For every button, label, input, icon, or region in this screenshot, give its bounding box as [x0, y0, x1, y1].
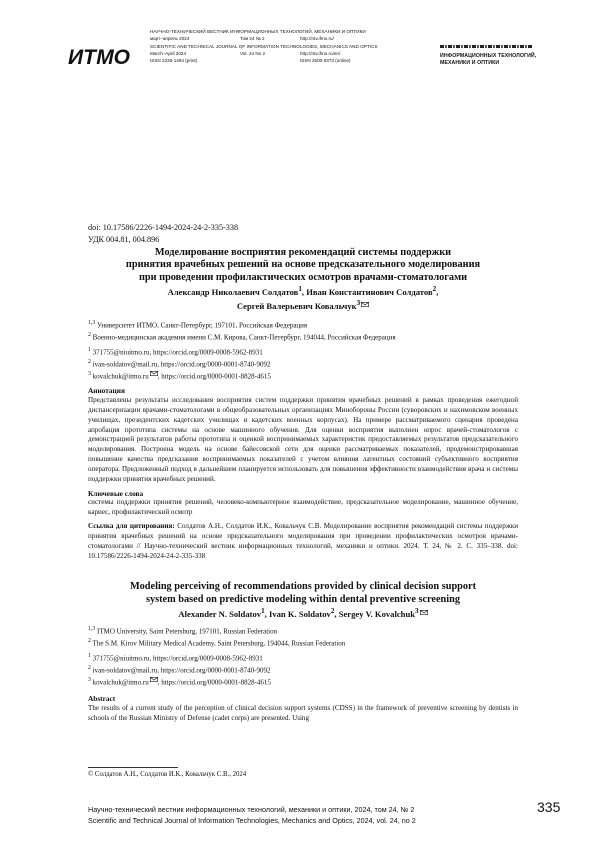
abstract-heading-en: Abstract	[88, 694, 116, 704]
article-doi[interactable]: doi: 10.17586/2226-1494-2024-24-2-335-338	[88, 223, 239, 232]
envelope-icon	[150, 371, 158, 376]
contact-sup: 2	[88, 358, 91, 365]
contact-orcid[interactable]: , https://orcid.org/0000-0001-8828-4615	[157, 678, 271, 687]
contact-sup: 2	[88, 664, 91, 671]
article-udk: УДК 004.81, 004.896	[88, 234, 160, 244]
keywords-heading-ru: Ключевые слова	[88, 488, 144, 498]
affiliation	[88, 625, 518, 637]
affiliation	[88, 331, 518, 343]
contact-sup: 1	[88, 652, 91, 659]
issue-date-en: March–April 2024	[150, 50, 187, 56]
title-ru-line: Моделирование восприятия рекомендаций системы поддержки	[154, 247, 452, 258]
author-contact[interactable]	[88, 370, 518, 382]
page-footer	[88, 804, 548, 826]
affil-text: Университет ИТМО, Санкт-Петербург, 197101, Российская Федерация	[95, 321, 308, 330]
author-name: Alexander N. Soldatov	[178, 609, 262, 620]
issue-date-ru: март–апрель 2024	[150, 36, 190, 42]
author-sup: 2	[432, 284, 437, 293]
author-contact[interactable]	[88, 358, 518, 370]
author-contact[interactable]	[88, 652, 518, 664]
affil-sup: 2	[88, 637, 91, 644]
contact-sup: 1	[88, 346, 91, 353]
contact-text[interactable]: 371755@niuitmo.ru, https://orcid.org/0009-0008-5962-8931	[90, 348, 263, 357]
citation-label: Ссылка для цитирования:	[88, 522, 175, 531]
contact-text[interactable]: ivan-soldatov@mail.ru, https://orcid.org/0000-0001-8740-9092	[90, 360, 271, 369]
title-ru-line: принятия врачебных решений на основе предсказательного моделирования	[125, 259, 481, 271]
author-name: , Ivan K. Soldatov	[264, 609, 331, 620]
affil-text: ITMO University, Saint Petersburg, 197101, Russian Federation	[95, 627, 278, 636]
journal-logo-line2: МЕХАНИКИ И ОПТИКИ	[440, 60, 500, 66]
author-contact[interactable]	[88, 676, 518, 688]
journal-name-ru: НАУЧНО-ТЕХНИЧЕСКИЙ ВЕСТНИК ИНФОРМАЦИОННЫХ ТЕХНОЛОГИЙ, МЕХАНИКИ И ОПТИКИ	[150, 29, 366, 34]
author-sup: 1	[298, 284, 302, 293]
footer-journal-en: Scientific and Technical Journal of Information Technologies, Mechanics and Optics, 2024, vol. 24, no 2	[88, 816, 416, 825]
issn-online: ISSN 2500-0373 (online)	[300, 58, 351, 63]
itmo-logo	[68, 44, 142, 70]
authors-ru-line2	[88, 298, 518, 313]
citation-text: Солдатов А.Н., Солдатов И.К., Ковальчук С.В. Моделирование восприятия рекомендаций системы поддержки принятия врачебных решений на основе предсказательного моделирования при проведении профилактических осмотров врачами-стоматологами // Научно-технический вестник информационных технологий, механики и оптики. 2024. Т. 24, № 2. С. 335–338. doi: 10.17586/2226-1494-2024-24-2-335-338	[88, 522, 518, 560]
author-separator: ,	[436, 286, 439, 297]
emails-en	[88, 652, 518, 688]
author-name: , Sergey V. Kovalchuk	[334, 609, 416, 620]
affiliations-ru	[88, 319, 518, 343]
keywords-ru: системы поддержки принятия решений, человеко-компьютерное взаимодействие, предсказательное моделирование, машинное обучение, кариес, профилактический осмотр	[88, 498, 518, 517]
journal-name-en: SCIENTIFIC AND TECHNICAL JOURNAL OF INFORMATION TECHNOLOGIES, MECHANICS AND OPTICS	[150, 43, 378, 49]
footer-journal-ru: Научно-технический вестник информационных технологий, механики и оптики, 2024, том 24, № 2	[88, 805, 415, 814]
masthead-info	[150, 28, 440, 64]
affil-text: Военно-медицинская академия имени С.М. Кирова, Санкт-Петербург, 194044, Российская Федерация	[90, 333, 396, 342]
author-sup: 1	[261, 607, 265, 616]
author-sup: 2	[330, 607, 335, 616]
abstract-ru: Представлены результаты исследования восприятия систем поддержки принятия врачебных решений в рамках проведения ежегодной диспансеризации врачами-стоматологами в общеобразовательных организациях Минобороны России (суворовских и нахимовском военных училищах, президентских кадетских училищах и кадетских военных корпусах). На примере рассматриваемого сценария проведена апробация прототипа системы на основе машинного обучения. Для оценки восприятия выполнен опрос врачей-стоматологов с демонстрацией результатов работы прототипа и оценкой воспринимаемых характеристик предоставляемых результатов предсказательного моделирования. Построена модель на основе байесовской сети для оценки рассматриваемых показателей, продемонстрировавшая повышение качества предсказания воспринимаемых показателей с учетом влияния латентных состояний субъективного восприятия оператора. Предложенный подход в дальнейшем планируется использовать для повышения эффективности взаимодействия врача и системы поддержки принятия врачебных решений.	[88, 396, 518, 483]
affil-text: The S.M. Kirov Military Medical Academy, Saint Petersburg, 194044, Russian Federation	[90, 639, 346, 648]
masthead-ru-row	[150, 35, 440, 42]
footnote-rule	[88, 767, 178, 768]
issue-volume-ru: Том 24 № 2	[240, 36, 265, 42]
article-title-en	[88, 581, 518, 606]
affil-sup: 1,3	[88, 625, 96, 632]
affiliation	[88, 319, 518, 331]
journal-url-en[interactable]: http://ntv.ifmo.ru/en/	[300, 50, 341, 56]
citation-ru	[88, 522, 518, 561]
contact-text[interactable]: ivan-soldatov@mail.ru, https://orcid.org/0000-0001-8740-9092	[90, 666, 271, 675]
issn-row	[150, 57, 440, 64]
copyright-note: © Солдатов А.Н., Солдатов И.К., Ковальчук С.В., 2024	[88, 771, 247, 778]
contact-text[interactable]: kovalchuk@itmo.ru	[90, 678, 149, 687]
contact-text[interactable]: 371755@niuitmo.ru, https://orcid.org/0009-0008-5962-8931	[90, 654, 263, 663]
author-sup: 3	[415, 607, 419, 616]
contact-text[interactable]: kovalchuk@itmo.ru	[90, 372, 149, 381]
journal-url-ru[interactable]: http://ntv.ifmo.ru/	[300, 36, 334, 42]
author-name: Александр Николаевич Солдатов	[167, 286, 299, 297]
affiliation	[88, 637, 518, 649]
author-contact[interactable]	[88, 346, 518, 358]
contact-orcid[interactable]: , https://orcid.org/0000-0001-8828-4615	[157, 372, 271, 381]
article-title-ru	[88, 247, 518, 284]
author-contact[interactable]	[88, 664, 518, 676]
author-name: , Иван Константинович Солдатов	[301, 286, 433, 297]
issue-volume-en: Vol. 24 No 2	[240, 50, 266, 56]
authors-en	[88, 606, 518, 621]
contact-sup: 3	[88, 676, 91, 683]
emails-ru	[88, 346, 518, 382]
journal-logo-band	[440, 45, 533, 48]
author-sup: 3	[356, 299, 361, 308]
contact-sup: 3	[88, 371, 91, 378]
masthead-en-row	[150, 50, 440, 57]
affiliations-en	[88, 625, 518, 649]
page-number: 335	[537, 799, 561, 815]
abstract-heading-ru: Аннотация	[88, 386, 125, 396]
title-en-line: Modeling perceiving of recommendations provided by clinical decision support	[129, 581, 477, 593]
title-ru-line: при проведении профилактических осмотров врачами-стоматологами	[138, 271, 468, 283]
journal-logo	[440, 45, 537, 69]
title-en-line: system based on predictive modeling within dental preventive screening	[145, 593, 461, 605]
issn-print: ISSN 2226-1494 (print)	[150, 58, 198, 63]
authors-ru-line1	[88, 284, 518, 299]
journal-logo-line1: ИНФОРМАЦИОННЫХ ТЕХНОЛОГИЙ,	[440, 53, 537, 59]
affil-sup: 2	[88, 331, 91, 338]
abstract-en: The results of a current study of the perception of clinical decision support systems (CDSS) in the framework of preventive screening by dentists in schools of the Russian Ministry of Defense (cadet corps) are presented. Using	[88, 703, 518, 722]
itmo-logo-text: ИТМО	[68, 46, 131, 69]
article-body	[88, 222, 518, 723]
authors-ru	[88, 284, 518, 313]
envelope-icon	[420, 610, 428, 615]
author-name: Сергей Валерьевич Ковальчук	[236, 301, 357, 312]
envelope-icon	[361, 302, 369, 307]
affil-sup: 1,3	[88, 320, 96, 327]
envelope-icon	[150, 677, 158, 682]
